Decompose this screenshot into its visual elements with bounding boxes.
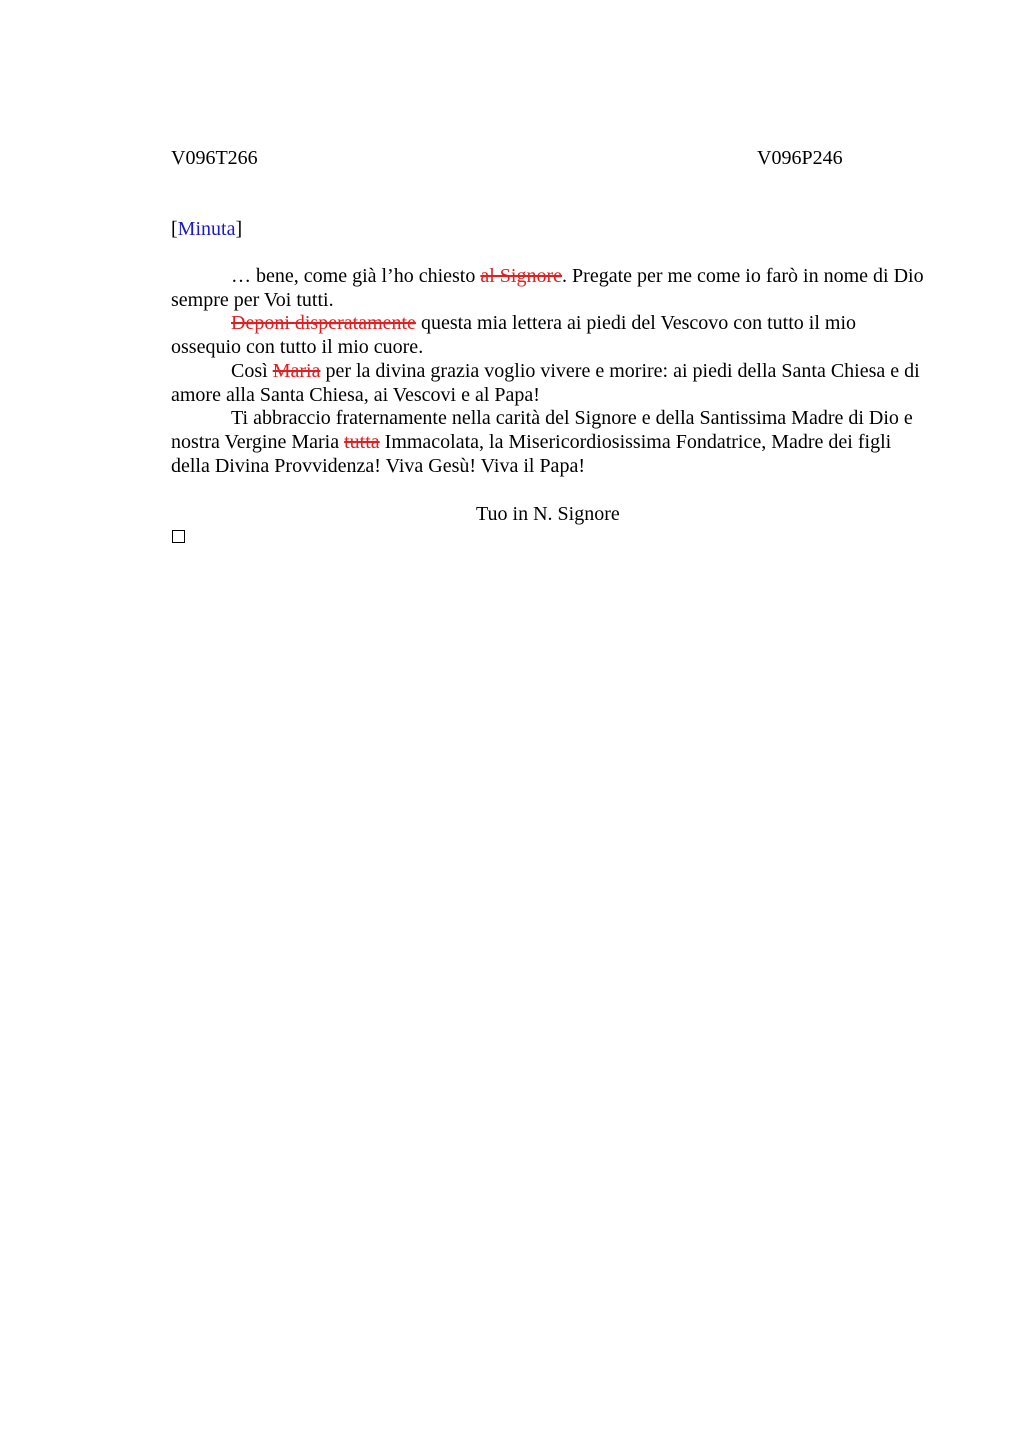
document-code-right: V096P246 — [757, 147, 843, 169]
paragraph-4-text-after: Immacolata, la Misericordiosissima Fondatrice, Madre dei figli della Divina Provvidenza! Viva Gesù! Viva il Papa! — [171, 430, 892, 477]
label-close-bracket: ] — [235, 218, 243, 240]
paragraph-1-deleted-text: al Signore — [480, 265, 563, 287]
document-type-label — [171, 217, 242, 241]
document-code-left: V096T266 — [171, 147, 258, 169]
paragraph-3-text-before: Così — [231, 359, 273, 382]
paragraph-1-text-after: . Pregate per me come io farò in nome di Dio sempre per Voi tutti. — [171, 265, 924, 311]
empty-box-glyph — [172, 530, 185, 543]
letter-body — [171, 265, 925, 478]
paragraph-2 — [171, 312, 925, 359]
label-text: Minuta — [177, 218, 236, 240]
paragraph-2-deleted-text: Deponi disperatamente — [231, 312, 416, 335]
paragraph-3-deleted-text: Maria — [272, 359, 321, 382]
paragraph-1-text-before: … bene, come già l’ho chiesto — [231, 265, 481, 287]
paragraph-2-text-after: questa mia lettera ai piedi del Vescovo con tutto il mio ossequio con tutto il mio cuore. — [171, 312, 857, 359]
closing-signature: Tuo in N. Signore — [476, 503, 620, 525]
paragraph-3 — [171, 360, 925, 407]
paragraph-3-text-after: per la divina grazia voglio vivere e morire: ai piedi della Santa Chiesa e di amore alla Santa Chiesa, ai Vescovi e al Papa! — [171, 359, 920, 406]
label-open-bracket: [ — [171, 218, 178, 240]
paragraph-1 — [171, 265, 925, 312]
paragraph-4-deleted-text: tutta — [344, 430, 380, 453]
paragraph-4-text-before: Ti abbraccio fraternamente nella carità del Signore e della Santissima Madre di Dio e nostra Vergine Maria — [171, 407, 913, 453]
paragraph-4 — [171, 407, 925, 478]
